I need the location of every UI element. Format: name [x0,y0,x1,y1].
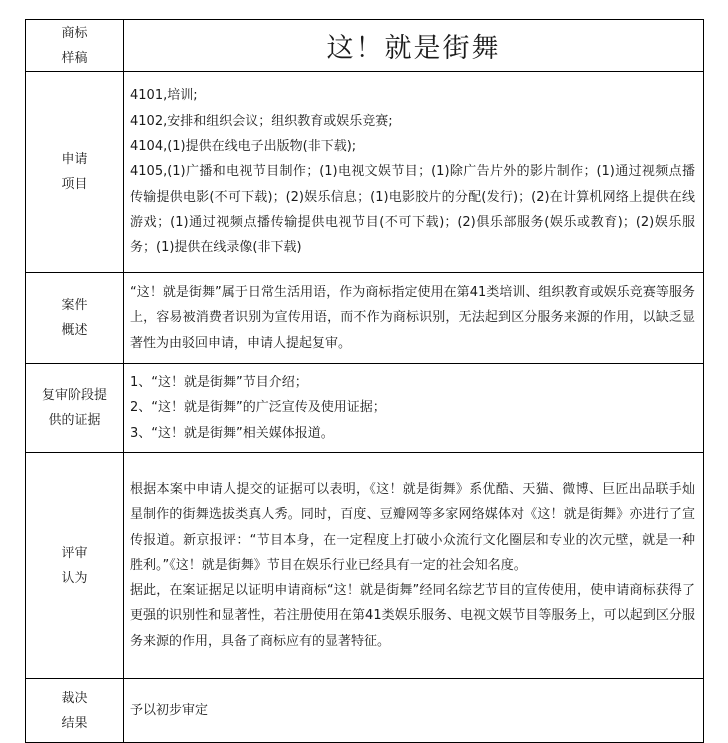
ruling-result: 予以初步审定 [124,679,704,743]
row-evidence [26,364,704,453]
row-ruling-result [26,679,704,743]
label-review-opinion [26,453,124,679]
label-trademark-sample [26,20,124,72]
case-summary [124,273,704,364]
summary-text: “这！就是街舞”属于日常生活用语，作为商标指定使用在第41类培训、组织教育或娱乐竞赛等服务上，容易被消费者识别为宣传用语，而不作为商标识别，无法起到区分服务来源的作用，以缺乏显著性为由驳回申请，申请人提起复审。 [130,285,695,351]
review-paragraph: 根据本案中申请人提交的证据可以表明，《这！就是街舞》系优酷、天猫、微博、巨匠出品联手灿星制作的街舞选拔类真人秀。同时，百度、豆瓣网等多家网络媒体对《这！就是街舞》亦进行了宣传报道。新京报评：“节目本身，在一定程度上打破小众流行文化圈层和专业的次元壁，就是一种胜利。”《这！就是街舞》节目在娱乐行业已经具有一定的社会知名度。 [130,481,695,573]
label-line: 结果 [61,715,88,731]
label-application-items [26,72,124,273]
label-line: 供的证据 [48,413,101,428]
row-application-items [26,72,704,273]
review-opinion [124,453,704,679]
label-text [26,541,123,591]
row-review-opinion [26,453,704,679]
label-text [26,147,123,197]
evidence-list [124,364,704,453]
label-case-summary [26,273,124,364]
label-line: 案件 [61,298,88,313]
label-line: 申请 [61,152,88,167]
label-ruling-result [26,679,124,743]
label-line: 概述 [61,323,88,338]
label-evidence [26,364,124,453]
item-line: 4102,安排和组织会议；组织教育或娱乐竞赛; [130,113,393,129]
label-text [26,293,123,343]
row-trademark-sample [26,20,704,72]
item-line: 4101,培训; [130,88,198,104]
evidence-item: 2、“这！就是街舞”的广泛宣传及使用证据； [130,400,386,416]
label-text [26,21,123,71]
label-text [26,383,123,433]
evidence-item: 1、“这！就是街舞”节目介绍； [130,375,308,391]
item-line: 4105,(1)广播和电视节目制作；(1)电视文娱节目；(1)除广告片外的影片制作；(1)通过视频点播传输提供电影(不可下载)；(2)娱乐信息；(1)电影胶片的分配(发行)；(2)在计算机网络上提供在线游戏；(1)通过视频点播传输提供电视节目(不可下载)；(2)俱乐部服务(娱乐或教育)；(2)娱乐服务；(1)提供在线录像(非下载) [130,164,695,256]
trademark-text: 这！就是街舞 [124,20,704,72]
case-table [25,19,704,743]
label-line: 评审 [61,545,88,561]
label-line: 认为 [61,570,88,586]
evidence-item: 3、“这！就是街舞”相关媒体报道。 [130,425,334,441]
label-line: 样稿 [61,50,88,66]
label-line: 裁决 [61,690,88,706]
label-line: 项目 [61,177,88,192]
label-line: 商标 [61,25,88,41]
item-line: 4104,(1)提供在线电子出版物(非下载); [130,139,357,155]
label-text [26,686,123,736]
label-line: 复审阶段提 [41,388,107,403]
application-items [124,72,704,273]
review-paragraph: 据此，在案证据足以证明申请商标“这！就是街舞”经同名综艺节目的宣传使用，使申请商标获得了更强的识别性和显著性，若注册使用在第41类娱乐服务、电视文娱节目等服务上，可以起到区分服务来源的作用，具备了商标应有的显著特征。 [130,583,695,649]
row-case-summary [26,273,704,364]
